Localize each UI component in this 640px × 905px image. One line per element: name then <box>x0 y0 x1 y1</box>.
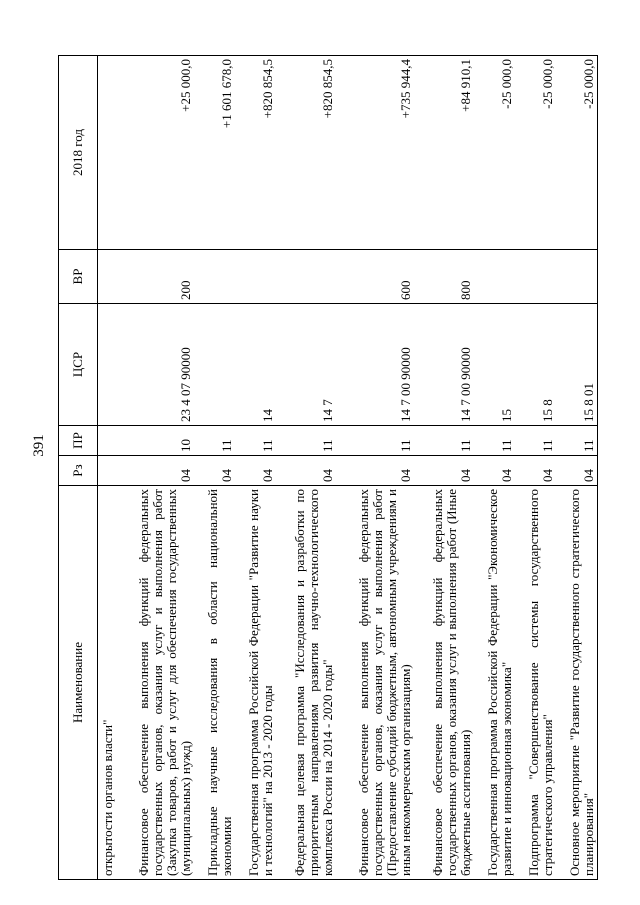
row-amount: -25 000,0 <box>515 56 556 250</box>
row-amount: +820 854,5 <box>235 56 276 250</box>
table-row <box>276 56 336 880</box>
row-csr: 14 7 00 90000 <box>336 304 414 426</box>
table-row <box>414 56 474 880</box>
row-rz: 04 <box>556 456 597 486</box>
row-amount: -25 000,0 <box>556 56 597 250</box>
row-pr: 11 <box>194 426 235 456</box>
row-pr <box>98 426 117 456</box>
row-name: Финансовое обеспечение выполнения функций федеральных государственных органов, оказания услуг и выполнения работ (Закупка товаров, работ и услуг для обеспечения государственных (муниципальных) нужд) <box>116 486 194 880</box>
table-row <box>194 56 235 880</box>
header-rz: Рз <box>59 456 98 486</box>
table-row <box>116 56 194 880</box>
table-row <box>235 56 276 880</box>
row-pr: 11 <box>515 426 556 456</box>
row-vr <box>98 250 117 304</box>
row-csr: 15 8 01 <box>556 304 597 426</box>
row-csr: 15 8 <box>515 304 556 426</box>
row-amount: +25 000,0 <box>116 56 194 250</box>
row-amount: +1 601 678,0 <box>194 56 235 250</box>
row-name: Финансовое обеспечение выполнения функций федеральных государственных органов, оказания услуг и выполнения работ (Иные бюджетные ассигнования) <box>414 486 474 880</box>
row-csr: 23 4 07 90000 <box>116 304 194 426</box>
row-name: Прикладные научные исследования в области национальной экономики <box>194 486 235 880</box>
table-row <box>336 56 414 880</box>
rotated-table-container <box>58 56 598 880</box>
row-vr <box>194 250 235 304</box>
row-csr: 14 7 00 90000 <box>414 304 474 426</box>
row-rz: 04 <box>336 456 414 486</box>
table-row <box>474 56 515 880</box>
page-number: 391 <box>30 434 47 457</box>
row-amount: +820 854,5 <box>276 56 336 250</box>
table-row <box>515 56 556 880</box>
table-row <box>98 56 117 880</box>
row-name: Федеральная целевая программа "Исследования и разработки по приоритетным направлениям развития научно-технологического комплекса России на 2014 - 2020 годы" <box>276 486 336 880</box>
header-csr: ЦСР <box>59 304 98 426</box>
row-vr <box>474 250 515 304</box>
row-pr: 10 <box>116 426 194 456</box>
row-pr: 11 <box>235 426 276 456</box>
row-vr: 200 <box>116 250 194 304</box>
row-name: открытости органов власти" <box>98 486 117 880</box>
row-csr <box>98 304 117 426</box>
row-csr: 15 <box>474 304 515 426</box>
row-rz: 04 <box>194 456 235 486</box>
row-rz: 04 <box>116 456 194 486</box>
row-rz: 04 <box>414 456 474 486</box>
row-amount: +735 944,4 <box>336 56 414 250</box>
row-rz: 04 <box>276 456 336 486</box>
row-vr: 600 <box>336 250 414 304</box>
row-rz: 04 <box>515 456 556 486</box>
row-pr: 11 <box>414 426 474 456</box>
row-rz: 04 <box>474 456 515 486</box>
row-vr: 800 <box>414 250 474 304</box>
row-name: Государственная программа Российской Федерации "Экономическое развитие и инновационная экономика" <box>474 486 515 880</box>
row-name: Основное мероприятие "Развитие государственного стратегического планирования" <box>556 486 597 880</box>
row-pr: 11 <box>276 426 336 456</box>
header-row <box>59 56 98 880</box>
row-vr <box>276 250 336 304</box>
row-rz: 04 <box>235 456 276 486</box>
row-name: Подпрограмма "Совершенствование системы государственного стратегического управления" <box>515 486 556 880</box>
row-rz <box>98 456 117 486</box>
row-vr <box>556 250 597 304</box>
row-vr <box>515 250 556 304</box>
row-pr: 11 <box>336 426 414 456</box>
row-csr <box>194 304 235 426</box>
row-name: Государственная программа Российской Федерации "Развитие науки и технологий" на 2013 - 2020 годы <box>235 486 276 880</box>
table-row <box>556 56 597 880</box>
header-name: Наименование <box>59 486 98 880</box>
row-vr <box>235 250 276 304</box>
header-pr: ПР <box>59 426 98 456</box>
row-csr: 14 <box>235 304 276 426</box>
row-csr: 14 7 <box>276 304 336 426</box>
header-vr: ВР <box>59 250 98 304</box>
budget-table <box>58 55 598 880</box>
row-name: Финансовое обеспечение выполнения функций федеральных государственных органов, оказания услуг и выполнения работ (Предоставление субсидий бюджетным, автономным учреждениям и иным некоммерческим организациям) <box>336 486 414 880</box>
row-amount <box>98 56 117 250</box>
row-amount: -25 000,0 <box>474 56 515 250</box>
row-pr: 11 <box>474 426 515 456</box>
row-pr: 11 <box>556 426 597 456</box>
header-year: 2018 год <box>59 56 98 250</box>
row-amount: +84 910,1 <box>414 56 474 250</box>
